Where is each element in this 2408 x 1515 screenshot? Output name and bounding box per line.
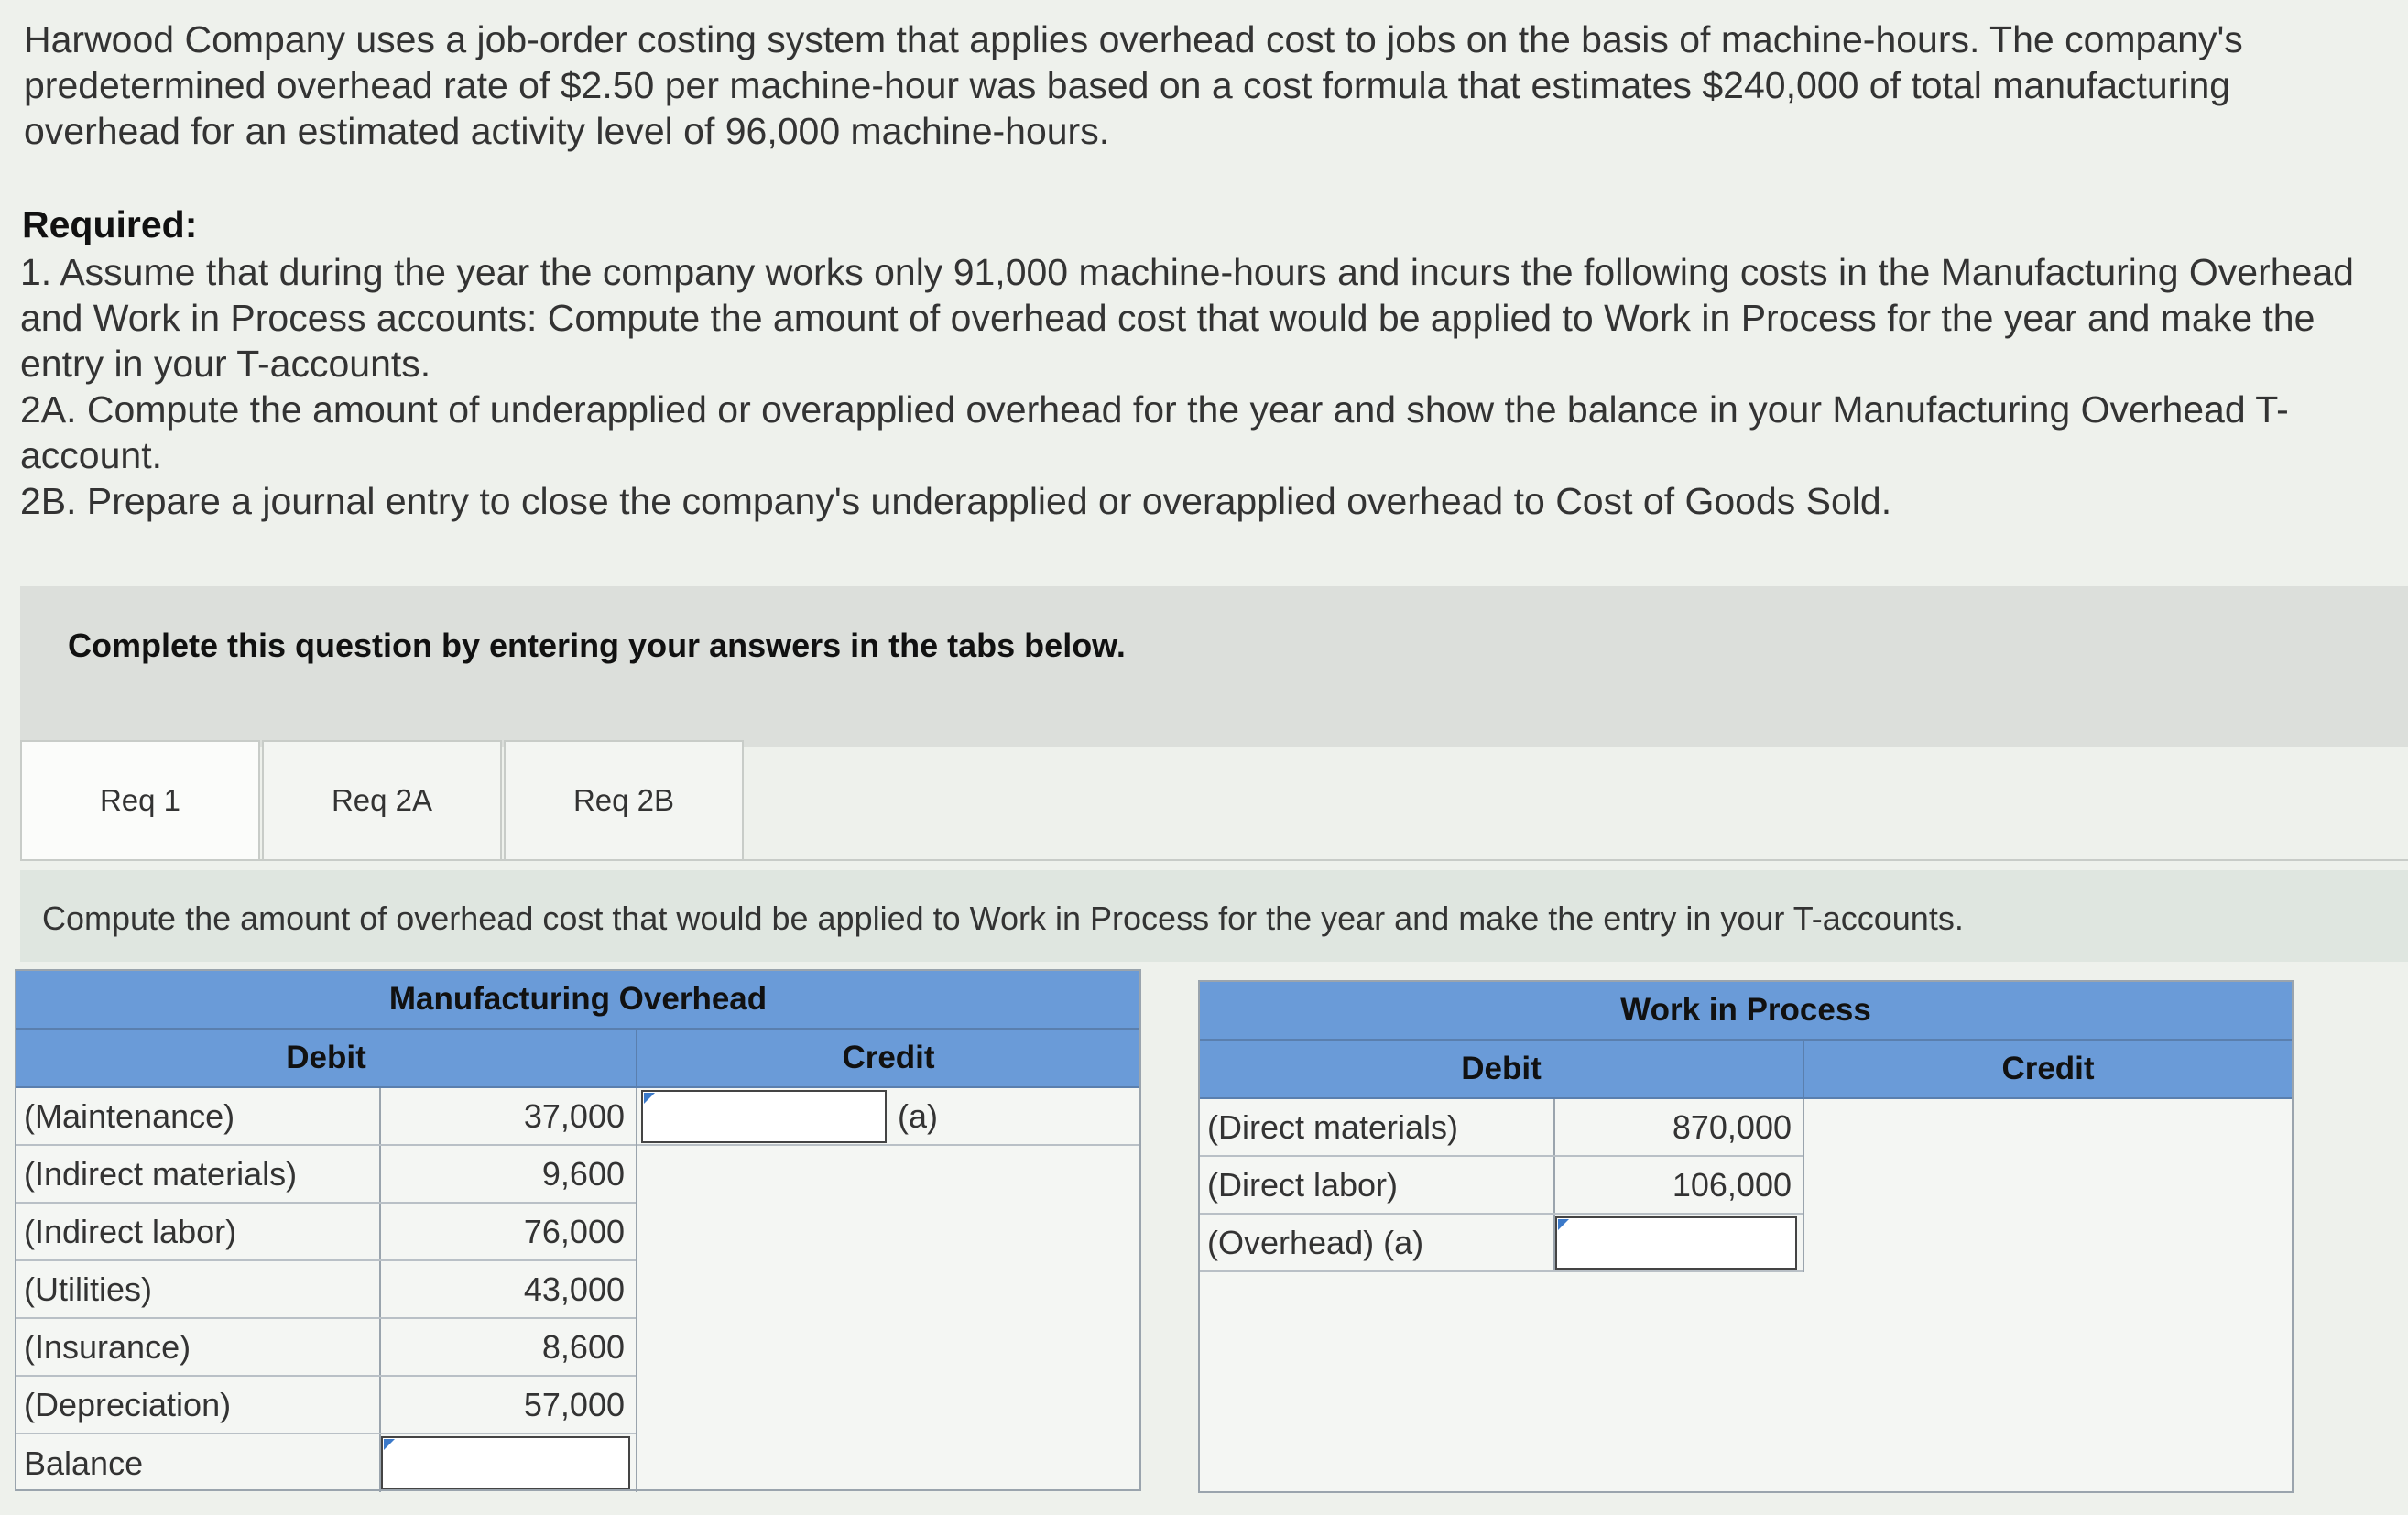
wip-overhead-row [1200,1215,1803,1272]
wip-debit-header: Debit [1200,1041,1804,1097]
mo-credit-label-a: (a) [898,1096,938,1135]
wip-debit-amount: 870,000 [1672,1107,1792,1146]
mo-debit-label: (Depreciation) [16,1377,381,1433]
mo-debit-amount: 76,000 [523,1212,625,1250]
mo-title: Manufacturing Overhead [16,971,1139,1030]
mo-credit-column [637,1088,1139,1492]
tab-divider [20,859,2408,861]
wip-credit-header: Credit [2001,1051,2095,1086]
mo-credit-row [637,1088,1139,1146]
wip-title: Work in Process [1200,982,2292,1041]
mo-debit-amount: 57,000 [523,1385,625,1423]
required-heading: Required: [22,203,198,245]
wip-debit-column [1200,1099,1804,1272]
mo-debit-column [16,1088,637,1492]
problem-statement [24,16,2378,154]
mo-balance-input[interactable] [381,1436,630,1489]
mo-debit-amount: 9,600 [541,1154,625,1193]
instruction-text: Compute the amount of overhead cost that would be applied to Work in Process for the year and make the entry in your T-accounts. [42,899,1964,937]
mo-debit-row [16,1146,636,1204]
mo-debit-row [16,1261,636,1319]
mo-debit-label: (Utilities) [16,1261,381,1317]
wip-debit-amount: 106,000 [1672,1165,1792,1204]
banner-text: Complete this question by entering your answers in the tabs below. [68,627,1126,664]
manufacturing-overhead-taccount [15,969,1141,1491]
wip-overhead-input[interactable] [1555,1216,1797,1270]
mo-balance-row [16,1434,636,1492]
mo-balance-label: Balance [16,1434,381,1492]
mo-debit-label: (Indirect materials) [16,1146,381,1202]
required-list [20,249,2383,524]
required-item-2b: 2B. Prepare a journal entry to close the company's underapplied or overapplied overhead to Cost of Goods Sold. [20,480,1892,522]
mo-debit-label: (Indirect labor) [16,1204,381,1259]
mo-debit-label: (Insurance) [16,1319,381,1375]
mo-debit-row [16,1088,636,1146]
mo-credit-header: Credit [842,1040,935,1075]
mo-debit-amount: 37,000 [523,1096,625,1135]
mo-debit-amount: 43,000 [523,1270,625,1308]
mo-debit-row [16,1319,636,1377]
wip-credit-column [1804,1099,2292,1272]
mo-debit-label: (Maintenance) [16,1088,381,1144]
mo-header [16,1030,1139,1088]
wip-debit-label: (Direct materials) [1200,1099,1555,1155]
wip-debit-label: (Direct labor) [1200,1157,1555,1213]
tab-req-1[interactable]: Req 1 [20,740,260,861]
mo-debit-row [16,1377,636,1434]
tab-req-2b[interactable]: Req 2B [504,740,744,861]
tab-req-2a[interactable]: Req 2A [262,740,502,861]
mo-debit-row [16,1204,636,1261]
wip-header [1200,1041,2292,1099]
problem-text: Harwood Company uses a job-order costing system that applies overhead cost to jobs on the basis of machine-hours. The company's predetermined overhead rate of $2.50 per machine-hour was based on a cost formula that estimates $240,000 of total manufacturing overhead for an estimated activity level of 96,000 machine-hours. [24,18,2243,152]
required-item-2a: 2A. Compute the amount of underapplied or overapplied overhead for the year and show the balance in your Manufacturing Overhead T-account. [20,388,2289,476]
mo-debit-amount: 8,600 [541,1327,625,1366]
tab-bar [20,740,746,861]
mo-debit-header: Debit [16,1030,637,1086]
mo-credit-input-a[interactable] [641,1090,887,1143]
wip-debit-row [1200,1157,1803,1215]
work-in-process-taccount [1198,980,2294,1493]
required-item-1: 1. Assume that during the year the company works only 91,000 machine-hours and incurs the following costs in the Manufacturing Overhead and Work in Process accounts: Compute the amount of overhead cost that would be applied to Work in Process for the year and make the entry in your T-accounts. [20,251,2354,385]
wip-overhead-label: (Overhead) (a) [1200,1215,1555,1270]
instructions-banner [20,586,2408,747]
wip-debit-row [1200,1099,1803,1157]
